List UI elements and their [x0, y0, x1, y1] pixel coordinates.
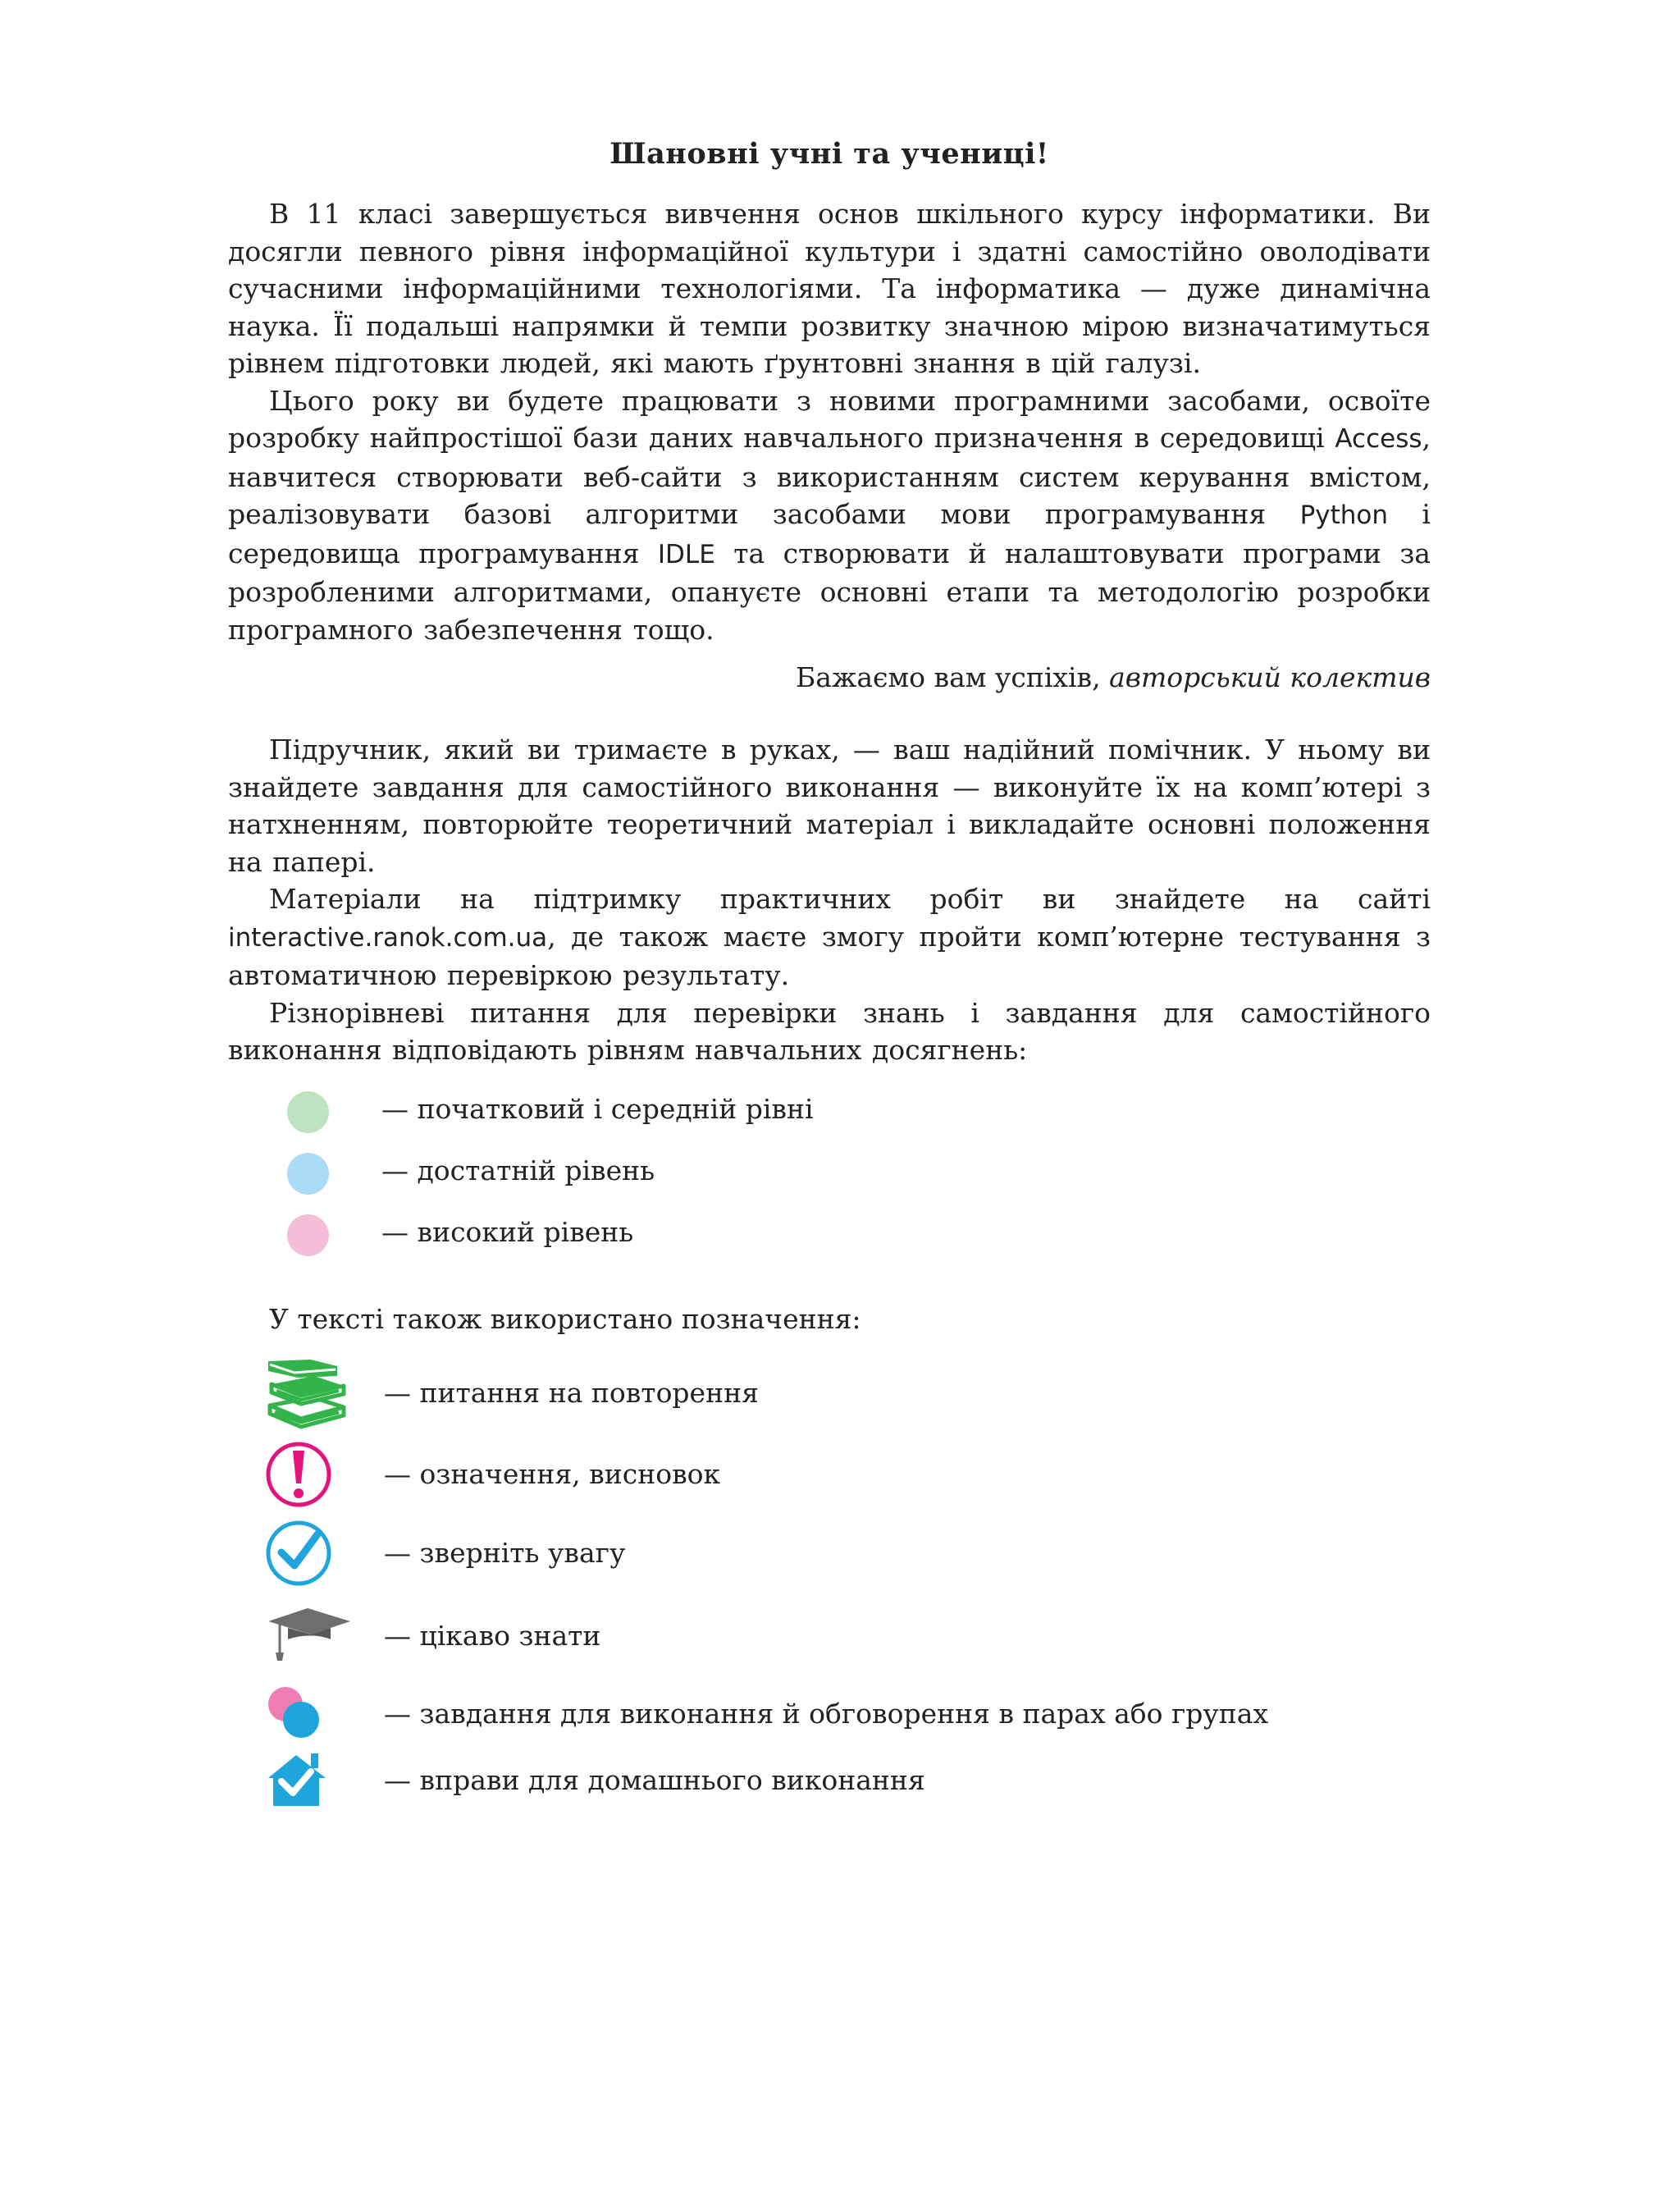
legend-intro: У тексті також використано позначення:: [269, 1303, 861, 1335]
legend-label: — завдання для виконання й обговорення в парах або групах: [384, 1698, 1269, 1730]
python-term: Python: [1299, 501, 1389, 530]
legend-item-homework: [228, 1750, 1431, 1824]
guide-paragraph-2: [228, 880, 1431, 994]
legend-label: — зверніть увагу: [384, 1537, 626, 1569]
guide-p2-part-a: Матеріали на підтримку практичних робіт ви знайдете на сайті: [269, 883, 1431, 915]
idle-term: IDLE: [657, 539, 715, 569]
legend-label: — питання на повторення: [384, 1377, 759, 1409]
legend-label: — вправи для домашнього виконання: [384, 1764, 925, 1796]
pair-circles-icon: [265, 1682, 355, 1756]
books-icon: [265, 1358, 355, 1432]
legend-item-attention: [228, 1516, 1431, 1590]
legend-item-definition: [228, 1438, 1431, 1511]
intro-paragraph-1: В 11 класі завершується вивчення основ шкільного курсу інформатики. Ви досягли певного рівня інформаційної культури і здатні самостійно оволодівати сучасними інформаційними технологіями. Та інформатика — дуже динамічна наука. Її подальші напрямки й темпи розвитку значною мірою визначатимуться рівнем підготовки людей, які мають ґрунтовні знання в цій галузі.: [228, 198, 1431, 379]
house-check-icon: [265, 1750, 355, 1824]
intro-p2-part-b: , навчитеся створювати веб-сайти з використанням систем керування вмістом, реалізовувати базові алгоритми засобами мови програмування: [228, 422, 1431, 530]
legend-label: — означення, висновок: [384, 1458, 721, 1490]
guide-paragraph-1: Підручник, який ви тримаєте в руках, — ваш надійний помічник. У ньому ви знайдете завдання для самостійного виконання — виконуйте їх на комп’ютері з натхненням, повторюйте теоретичний матеріал і викладайте основні положення на папері.: [228, 734, 1431, 878]
site-link[interactable]: interactive.ranok.com.ua: [228, 922, 548, 953]
signature-text: Бажаємо вам успіхів,: [796, 661, 1110, 693]
blue-dot-icon: [287, 1153, 329, 1195]
page-title: Шановні учні та учениці!: [609, 137, 1049, 171]
intro-block: [228, 195, 1431, 648]
signature-authors: авторський колектив: [1109, 661, 1431, 693]
exclamation-icon: [265, 1438, 355, 1511]
levels-list: [228, 1085, 1431, 1269]
guide-block: [228, 731, 1431, 1069]
guide-paragraph-3: Різнорівневі питання для перевірки знань і завдання для самостійного виконання відповідають рівням навчальних досягнень:: [228, 996, 1431, 1066]
intro-p2-part-a: Цього року ви будете працювати з новими програмними засобами, освоїте розробку найпростішої бази даних навчального призначення в середовищі: [228, 384, 1431, 454]
level-item-basic: [228, 1085, 1431, 1146]
intro-paragraph-2: [228, 382, 1431, 649]
access-term: Access: [1335, 424, 1422, 454]
level-label: — достатній рівень: [381, 1154, 655, 1186]
green-dot-icon: [287, 1091, 329, 1133]
level-label: — початковий і середній рівні: [381, 1093, 814, 1125]
checkmark-icon: [265, 1516, 355, 1590]
pink-dot-icon: [287, 1214, 329, 1256]
intro-p2-part-c: і середовища програмування: [228, 498, 1431, 569]
legend-label: — цікаво знати: [384, 1620, 601, 1652]
intro-p2-part-d: та створювати й налаштовувати програми за розробленими алгоритмами, опануєте основні етапи та методологію розробки програмного забезпечення тощо.: [228, 537, 1431, 646]
legend-item-interesting: [228, 1602, 1431, 1675]
level-item-high: [228, 1208, 1431, 1269]
level-item-sufficient: [228, 1146, 1431, 1208]
guide-p2-part-b: , де також маєте змогу пройти комп’ютерне тестування з автоматичною перевіркою результату.: [228, 920, 1431, 991]
graduation-cap-icon: [265, 1602, 355, 1675]
signature: [796, 659, 1431, 696]
legend-item-pairs: [228, 1682, 1431, 1756]
level-label: — високий рівень: [381, 1216, 634, 1248]
legend-item-review: [228, 1358, 1431, 1432]
